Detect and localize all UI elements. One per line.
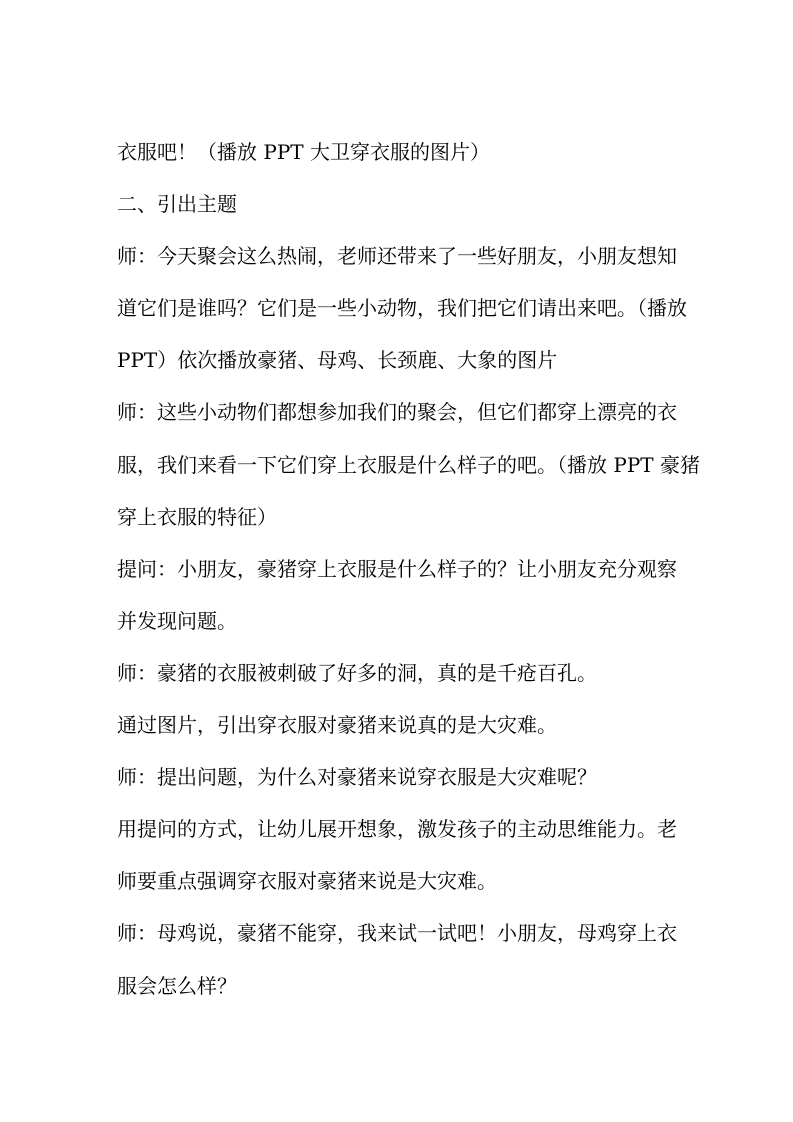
text-line: 穿上衣服的特征） (117, 504, 277, 529)
text-line: 衣服吧！（播放 PPT 大卫穿衣服的图片） (117, 140, 490, 164)
text-line: 服，我们来看一下它们穿上衣服是什么样子的吧。（播放 PPT 豪猪 (117, 452, 700, 477)
text-line: 并发现问题。 (117, 608, 237, 633)
text-line: 用提问的方式，让幼儿展开想象，激发孩子的主动思维能力。老 (117, 817, 677, 842)
text-line: 师：豪猪的衣服被刺破了好多的洞，真的是千疮百孔。 (117, 660, 597, 685)
section-heading: 二、引出主题 (117, 192, 237, 217)
text-line: 师：母鸡说，豪猪不能穿，我来试一试吧！小朋友，母鸡穿上衣 (117, 921, 677, 946)
text-line: 道它们是谁吗？它们是一些小动物，我们把它们请出来吧。（播放 (117, 296, 687, 321)
text-line: 师：提出问题，为什么对豪猪来说穿衣服是大灾难呢？ (117, 765, 597, 790)
text-line: 师要重点强调穿衣服对豪猪来说是大灾难。 (117, 869, 497, 894)
text-line: 提问：小朋友，豪猪穿上衣服是什么样子的？让小朋友充分观察 (117, 556, 677, 581)
text-line: 师：今天聚会这么热闹，老师还带来了一些好朋友，小朋友想知 (117, 244, 677, 269)
text-line: 师：这些小动物们都想参加我们的聚会，但它们都穿上漂亮的衣 (117, 400, 677, 425)
text-line: 通过图片，引出穿衣服对豪猪来说真的是大灾难。 (117, 713, 557, 738)
text-line: PPT）依次播放豪猪、母鸡、长颈鹿、大象的图片 (117, 348, 558, 373)
text-line: 服会怎么样？ (117, 973, 237, 998)
document-body (117, 133, 700, 1019)
